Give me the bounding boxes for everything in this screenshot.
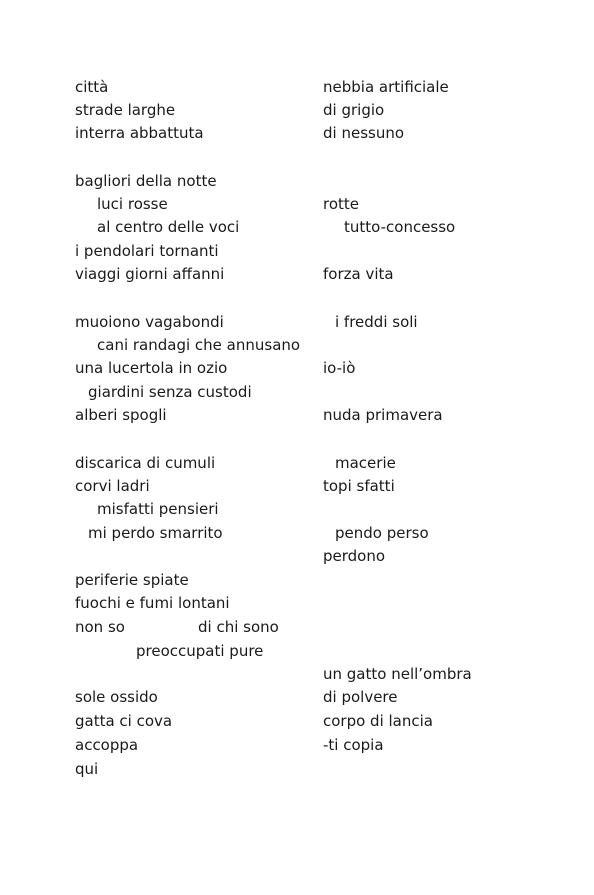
- poem-line: cani randagi che annusano: [97, 336, 301, 354]
- poem-line: giardini senza custodi: [88, 383, 252, 401]
- poem-line: nebbia artificiale: [323, 78, 449, 96]
- poem-line: un gatto nell’ombra: [323, 665, 472, 683]
- poem-line: luci rosse: [97, 195, 168, 213]
- poem-line: qui: [75, 760, 99, 778]
- poem-line: viaggi giorni affanni: [75, 265, 225, 283]
- poem-line: forza vita: [323, 265, 394, 283]
- poem-line: non so: [75, 618, 125, 636]
- poem-line: misfatti pensieri: [97, 500, 219, 518]
- poem-line: -ti copia: [323, 736, 384, 754]
- poem-line: mi perdo smarrito: [88, 524, 223, 542]
- poem-line: una lucertola in ozio: [75, 359, 228, 377]
- poem-line: al centro delle voci: [97, 218, 240, 236]
- poem-line: perdono: [323, 547, 386, 565]
- poem-line: io-iò: [323, 359, 356, 377]
- poem-line: bagliori della notte: [75, 172, 217, 190]
- poem-line: di grigio: [323, 101, 385, 119]
- poem-line: tutto-concesso: [344, 218, 456, 236]
- poem-line: nuda primavera: [323, 406, 443, 424]
- poem-line: i pendolari tornanti: [75, 242, 219, 260]
- poem-line: strade larghe: [75, 101, 176, 119]
- poem-line: muoiono vagabondi: [75, 313, 224, 331]
- poem-line: macerie: [335, 454, 396, 472]
- poem-line: sole ossido: [75, 688, 158, 706]
- poem-line: corpo di lancia: [323, 712, 433, 730]
- poem-line: corvi ladri: [75, 477, 150, 495]
- poem-line: di chi sono: [198, 618, 279, 636]
- poem-line: discarica di cumuli: [75, 454, 216, 472]
- poem-line: città: [75, 78, 109, 96]
- poem-line: accoppa: [75, 736, 139, 754]
- poem-line: interra abbattuta: [75, 124, 204, 142]
- poem-line: preoccupati pure: [136, 642, 264, 660]
- poem-line: fuochi e fumi lontani: [75, 594, 230, 612]
- poem-line: rotte: [323, 195, 360, 213]
- poem-line: gatta ci cova: [75, 712, 173, 730]
- poem-line: di polvere: [323, 688, 398, 706]
- poem-line: pendo perso: [335, 524, 429, 542]
- poem-line: alberi spogli: [75, 406, 167, 424]
- poem-line: topi sfatti: [323, 477, 395, 495]
- poem-line: di nessuno: [323, 124, 405, 142]
- poem-line: periferie spiate: [75, 571, 189, 589]
- poem-line: i freddi soli: [335, 313, 418, 331]
